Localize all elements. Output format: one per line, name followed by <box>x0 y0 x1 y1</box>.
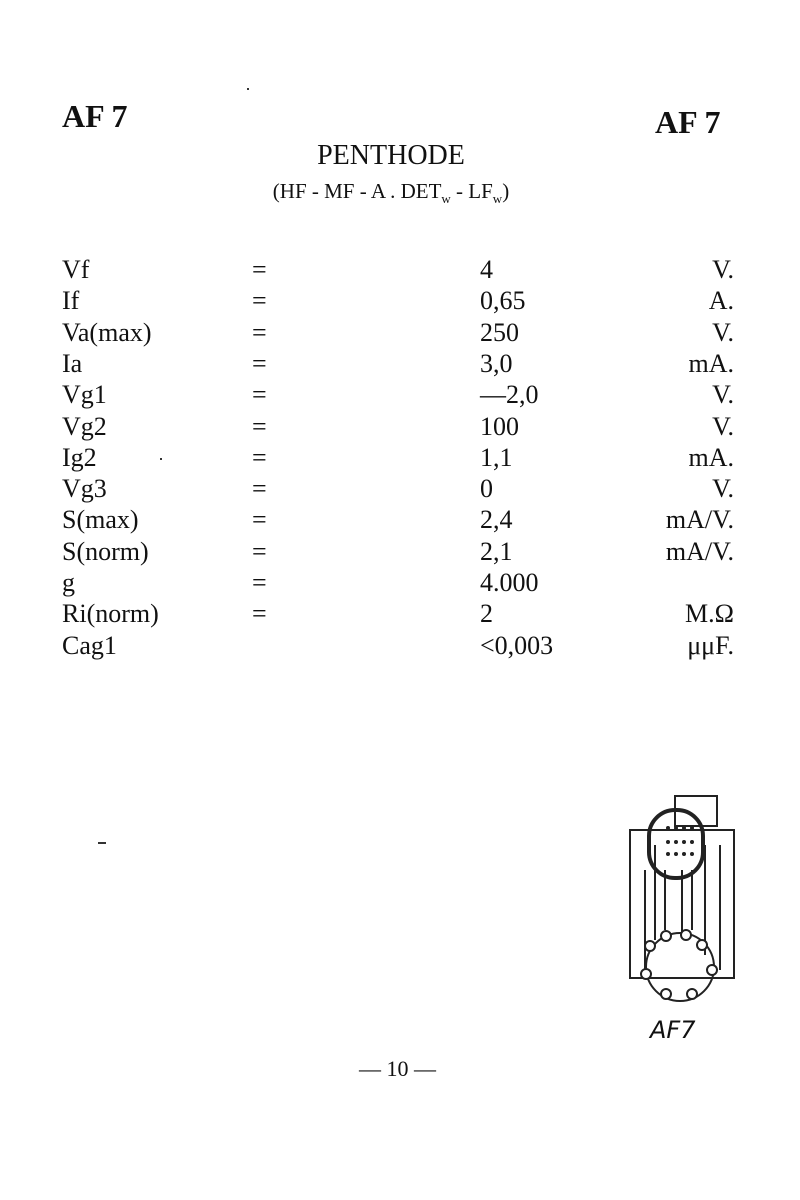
spec-row <box>0 318 800 349</box>
spec-symbol: Vf <box>62 255 90 284</box>
spec-row <box>0 380 800 411</box>
spec-row <box>0 443 800 474</box>
spec-value: 4 <box>480 255 493 284</box>
spec-row <box>0 631 800 662</box>
spec-unit: mA. <box>688 348 734 378</box>
subtitle-sub-w1: w <box>441 191 451 207</box>
spec-equals: = <box>252 348 267 378</box>
spec-unit: μμF. <box>687 630 734 660</box>
subtitle-close: ) <box>502 179 510 203</box>
spec-equals: = <box>252 442 267 472</box>
spec-symbol: If <box>62 286 80 316</box>
spec-row <box>0 599 800 630</box>
spec-symbol: g <box>62 568 75 597</box>
spec-unit: mA. <box>688 442 734 472</box>
spec-symbol: Cag1 <box>62 630 117 660</box>
spec-unit: mA/V. <box>665 536 734 566</box>
spec-unit: mA/V. <box>665 505 734 535</box>
spec-symbol: Ig2 <box>62 442 97 472</box>
spec-row <box>0 568 800 599</box>
spec-row <box>0 286 800 317</box>
spec-unit: V. <box>712 474 734 504</box>
spec-row <box>0 349 800 380</box>
spec-equals: = <box>252 380 267 410</box>
print-speck <box>98 842 106 844</box>
header-left-tube-code: AF 7 <box>62 98 128 134</box>
spec-unit: V. <box>712 317 734 347</box>
spec-unit: V. <box>712 380 734 410</box>
spec-unit: M.Ω <box>685 599 734 629</box>
tube-base-diagram <box>620 790 740 1010</box>
spec-symbol: Va(max) <box>62 317 152 347</box>
subtitle-sub-w2: w <box>492 191 503 207</box>
spec-value: 3,0 <box>480 348 513 378</box>
spec-value: 100 <box>480 411 519 441</box>
spec-value: 2 <box>480 599 493 629</box>
spec-value: 2,4 <box>480 505 513 535</box>
spec-equals: = <box>252 505 267 535</box>
spec-value: 4.000 <box>480 568 539 597</box>
spec-equals: = <box>252 286 267 316</box>
spec-equals: = <box>252 474 267 504</box>
spec-row <box>0 474 800 505</box>
spec-unit: V. <box>712 411 734 441</box>
tube-diagram-caption: AF7 <box>650 1016 696 1044</box>
spec-equals: = <box>252 317 267 347</box>
print-speck <box>160 458 162 460</box>
spec-symbol: S(norm) <box>62 536 149 566</box>
spec-row <box>0 537 800 568</box>
spec-row <box>0 255 800 286</box>
spec-symbol: S(max) <box>62 505 139 535</box>
spec-equals: = <box>252 568 267 597</box>
subtitle-mid: - LF <box>450 179 493 203</box>
spec-symbol: Vg2 <box>62 411 107 441</box>
spec-unit: A. <box>708 286 734 316</box>
subtitle-open: (HF - MF - A . DET <box>272 179 442 203</box>
spec-value: <0,003 <box>480 630 554 660</box>
spec-row <box>0 505 800 536</box>
header-right-tube-code: AF 7 <box>655 104 721 140</box>
spec-value: 1,1 <box>480 442 513 472</box>
spec-equals: = <box>252 255 267 284</box>
spec-equals: = <box>252 411 267 441</box>
spec-row <box>0 412 800 443</box>
spec-symbol: Vg3 <box>62 474 107 504</box>
spec-symbol: Ia <box>62 348 83 378</box>
spec-value: 2,1 <box>480 536 513 566</box>
print-speck <box>247 88 249 90</box>
spec-symbol: Ri(norm) <box>62 599 159 629</box>
spec-equals: = <box>252 599 267 629</box>
spec-value: 0,65 <box>480 286 526 316</box>
page-number: — 10 — <box>359 1056 436 1081</box>
spec-value: —2,0 <box>480 380 539 410</box>
spec-equals: = <box>252 536 267 566</box>
spec-value: 0 <box>480 474 493 504</box>
tube-application-subtitle <box>0 179 782 207</box>
spec-symbol: Vg1 <box>62 380 107 410</box>
tube-type-title: PENTHODE <box>317 140 465 171</box>
spec-value: 250 <box>480 317 519 347</box>
spec-unit: V. <box>712 255 734 284</box>
